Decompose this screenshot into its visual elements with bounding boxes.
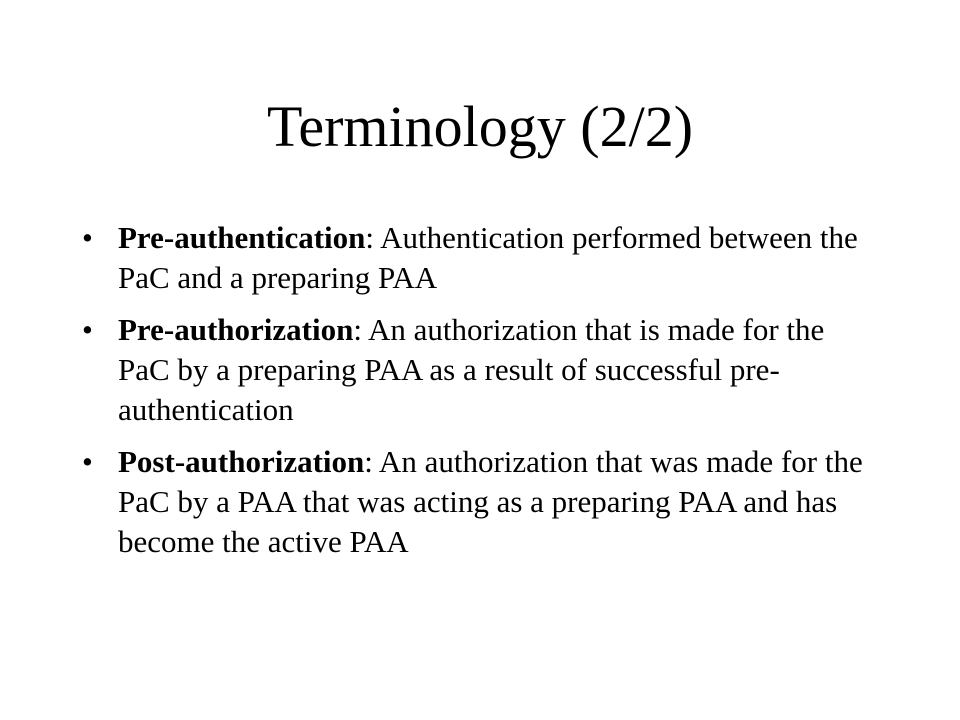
bullet-icon: • (82, 312, 93, 347)
bullet-item-pre-authorization (82, 310, 882, 430)
bullet-separator: : (365, 220, 375, 255)
bullet-list (82, 218, 882, 574)
bullet-term: Post-authorization (118, 444, 365, 479)
bullet-definition: Authentication performed between the PaC and a preparing PAA (118, 220, 858, 295)
bullet-item-pre-authentication (82, 218, 882, 298)
bullet-separator: : (353, 312, 362, 347)
bullet-term: Pre-authorization (118, 312, 354, 347)
bullet-separator: : (364, 444, 373, 479)
slide-title: Terminology (2/2) (266, 94, 694, 159)
bullet-definition: An authorization that is made for the PaC by a preparing PAA as a result of successful pre-authentication (118, 312, 825, 427)
bullet-term: Pre-authentication (118, 220, 366, 255)
bullet-definition: An authorization that was made for the PaC by a PAA that was acting as a preparing PAA and has become the active PAA (118, 444, 863, 559)
bullet-icon: • (82, 444, 93, 479)
bullet-icon: • (82, 220, 93, 255)
bullet-item-post-authorization (82, 442, 882, 562)
